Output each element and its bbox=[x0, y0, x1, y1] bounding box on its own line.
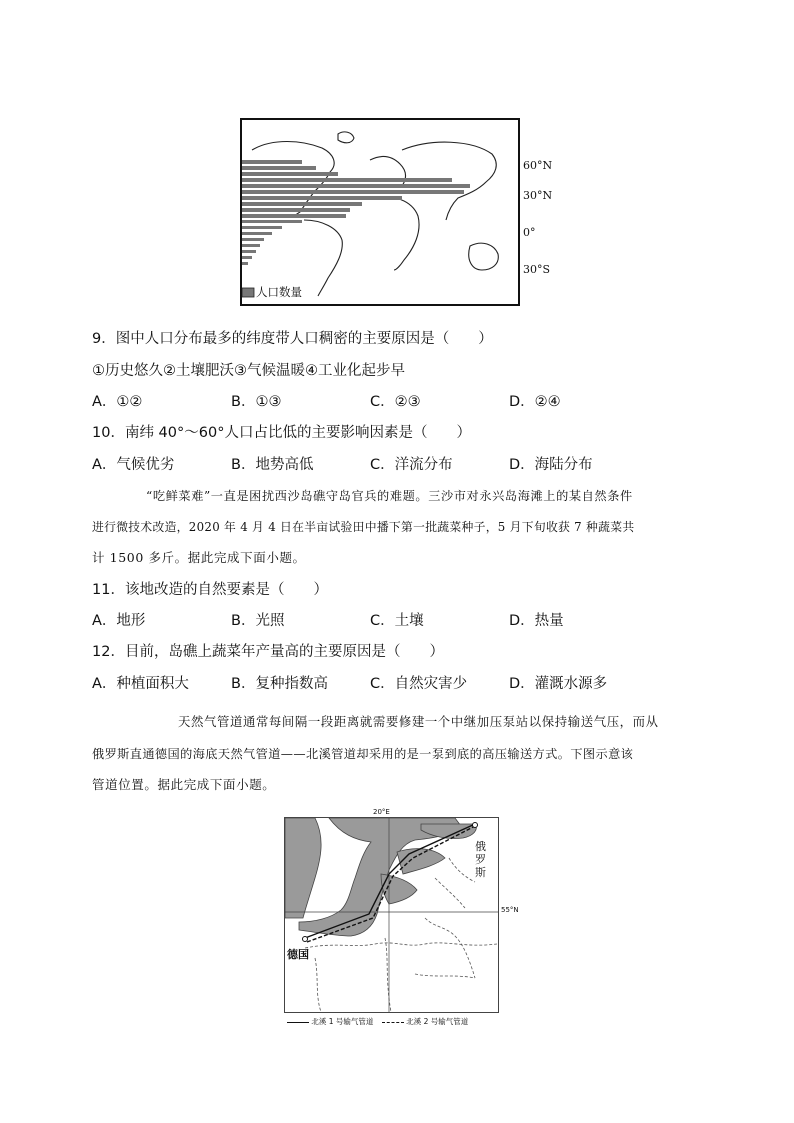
lat-label-30s: 30°S bbox=[523, 263, 551, 276]
q9-option-d[interactable]: D．②④ bbox=[509, 394, 561, 410]
q9-option-b[interactable]: B．①③ bbox=[231, 394, 282, 410]
passage1-line1: “吃鲜菜难”一直是困扰西沙岛礁守岛官兵的难题。三沙市对永兴岛海滩上的某自然条件 bbox=[146, 489, 633, 503]
q10-option-c[interactable]: C．洋流分布 bbox=[370, 457, 453, 473]
nord-stream-map bbox=[284, 808, 519, 1013]
lat-label-30n: 30°N bbox=[523, 189, 553, 202]
world-map-graphic bbox=[242, 120, 518, 304]
q12-option-d[interactable]: D．灌溉水源多 bbox=[509, 676, 608, 692]
q10-option-d[interactable]: D．海陆分布 bbox=[509, 457, 593, 473]
q11-option-b[interactable]: B．光照 bbox=[231, 613, 285, 629]
label-russia: 俄罗斯 bbox=[475, 840, 486, 879]
q9-statements: ①历史悠久②土壤肥沃③气候温暖④工业化起步早 bbox=[92, 363, 405, 379]
q11-stem: 11．该地改造的自然要素是（ ） bbox=[92, 582, 328, 598]
q9-stem: 9．图中人口分布最多的纬度带人口稠密的主要原因是（ ） bbox=[92, 331, 493, 347]
q10-stem: 10．南纬 40°～60°人口占比低的主要影响因素是（ ） bbox=[92, 425, 471, 441]
q11-option-c[interactable]: C．土壤 bbox=[370, 613, 424, 629]
q10-option-b[interactable]: B．地势高低 bbox=[231, 457, 314, 473]
map1-legend: 人口数量 bbox=[256, 285, 302, 299]
passage2-line1: 天然气管道通常每间隔一段距离就需要修建一个中继加压泵站以保持输送气压，而从 bbox=[178, 714, 659, 729]
lon-label-20e: 20°E bbox=[373, 808, 390, 816]
q11-option-a[interactable]: A．地形 bbox=[92, 613, 146, 629]
lat-label-0: 0° bbox=[523, 226, 536, 239]
q9-option-a[interactable]: A．①② bbox=[92, 394, 143, 410]
world-population-map bbox=[240, 118, 520, 306]
lat-label-60n: 60°N bbox=[523, 159, 553, 172]
q9-option-c[interactable]: C．②③ bbox=[370, 394, 421, 410]
q10-option-a[interactable]: A．气候优劣 bbox=[92, 457, 175, 473]
q12-option-b[interactable]: B．复种指数高 bbox=[231, 676, 328, 692]
legend-line2: 北溪 2 号输气管道 bbox=[406, 1017, 469, 1026]
label-germany: 德国 bbox=[287, 948, 309, 961]
passage2-line3: 管道位置。据此完成下面小题。 bbox=[92, 777, 276, 792]
legend-dashed-line bbox=[382, 1022, 404, 1023]
map2-legend bbox=[287, 1016, 497, 1028]
legend-line1: 北溪 1 号输气管道 bbox=[311, 1017, 374, 1026]
passage2-line2: 俄罗斯直通德国的海底天然气管道——北溪管道却采用的是一泵到底的高压输送方式。下图示意该 bbox=[92, 747, 634, 761]
q12-option-c[interactable]: C．自然灾害少 bbox=[370, 676, 468, 692]
passage1-line2: 进行微技术改造，2020 年 4 月 4 日在半亩试验田中播下第一批蔬菜种子，5 月下旬收获 7 种蔬菜共 bbox=[92, 520, 635, 534]
nord-stream-map-graphic bbox=[285, 818, 498, 1012]
q11-option-d[interactable]: D．热量 bbox=[509, 613, 564, 629]
q12-stem: 12．目前，岛礁上蔬菜年产量高的主要原因是（ ） bbox=[92, 644, 444, 660]
legend-solid-line bbox=[287, 1022, 309, 1023]
lat-label-55n: 55°N bbox=[501, 906, 519, 914]
passage1-line3: 计 1500 多斤。据此完成下面小题。 bbox=[92, 550, 306, 565]
q12-option-a[interactable]: A．种植面积大 bbox=[92, 676, 189, 692]
